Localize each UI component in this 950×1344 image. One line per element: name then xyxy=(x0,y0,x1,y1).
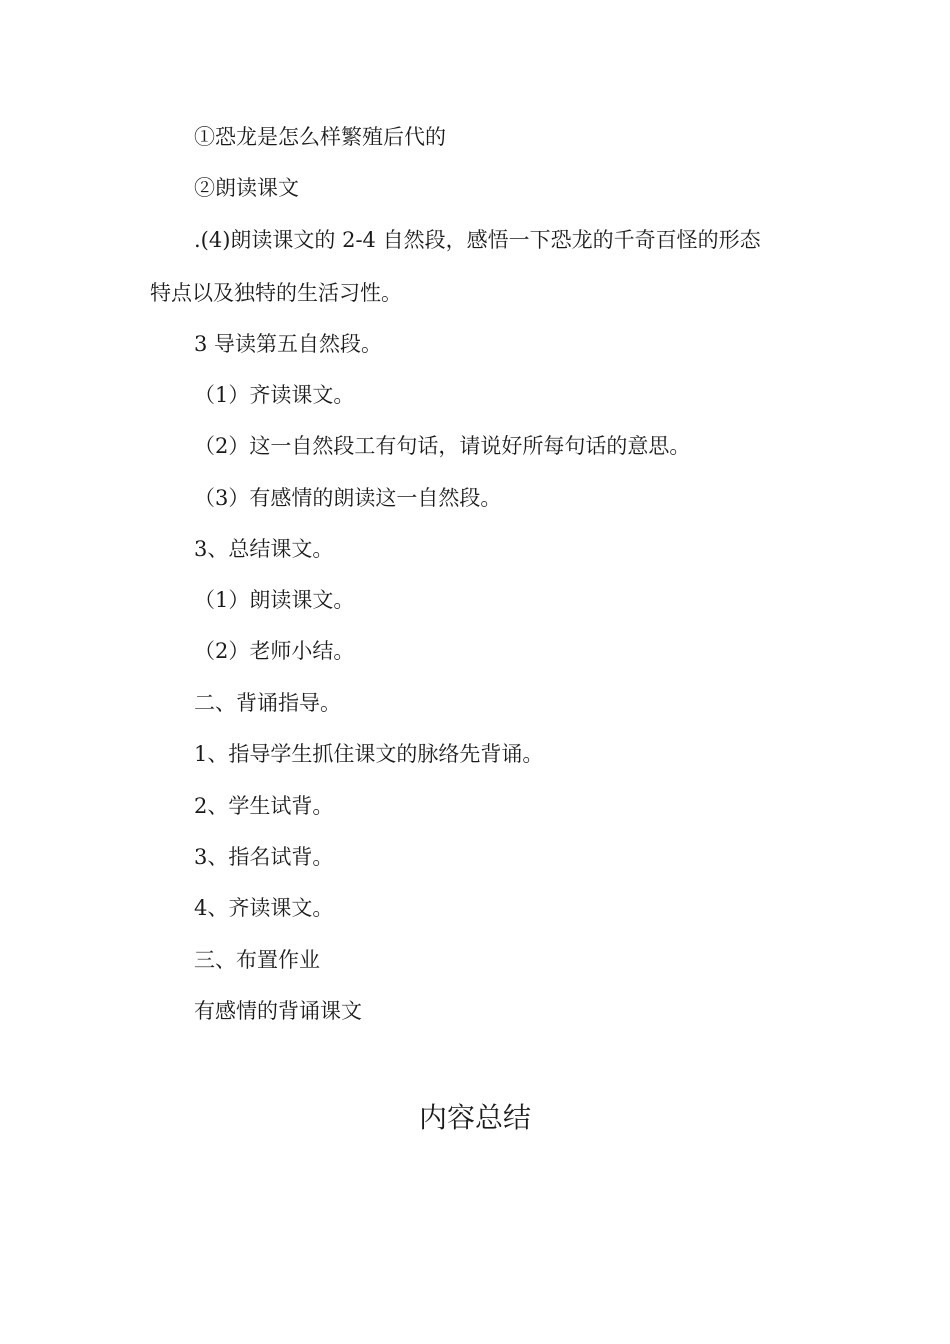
text-line-5: 3 导读第五自然段。 xyxy=(194,332,383,356)
text-line-8: （3）有感情的朗读这一自然段。 xyxy=(194,486,502,510)
text-line-14: 2、学生试背。 xyxy=(194,794,334,818)
summary-title: 内容总结 xyxy=(418,1101,531,1134)
text-line-17: 三、布置作业 xyxy=(194,948,320,972)
text-line-10: （1）朗读课文。 xyxy=(194,588,355,612)
text-line-1: ①恐龙是怎么样繁殖后代的 xyxy=(194,125,446,149)
text-line-13: 1、指导学生抓住课文的脉络先背诵。 xyxy=(194,742,544,766)
text-line-4: 特点以及独特的生活习性。 xyxy=(150,281,402,305)
text-line-11: （2）老师小结。 xyxy=(194,639,355,663)
text-line-2: ②朗读课文 xyxy=(194,176,299,200)
text-line-15: 3、指名试背。 xyxy=(194,845,334,869)
text-line-16: 4、齐读课文。 xyxy=(194,896,334,920)
text-line-7: （2）这一自然段工有句话，请说好所每句话的意思。 xyxy=(194,434,691,458)
text-line-12: 二、背诵指导。 xyxy=(194,691,341,715)
text-line-18: 有感情的背诵课文 xyxy=(194,999,362,1023)
text-line-3: .(4)朗读课文的 2-4 自然段，感悟一下恐龙的千奇百怪的形态 xyxy=(194,228,761,252)
text-line-6: （1）齐读课文。 xyxy=(194,383,355,407)
text-line-9: 3、总结课文。 xyxy=(194,537,334,561)
